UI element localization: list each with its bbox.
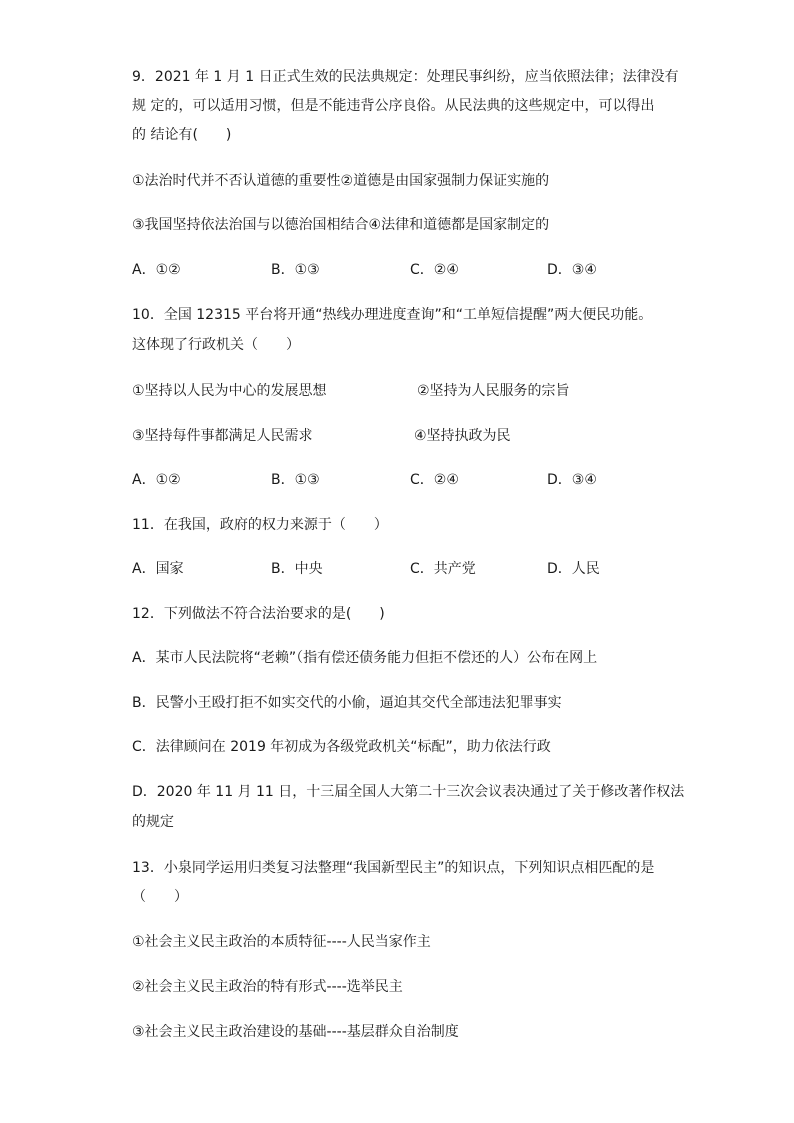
question-12-option-d[interactable]: D．2020 年 11 月 11 日，十三届全国人大第二十三次会议表决通过了关于修改著作权法 (132, 784, 685, 800)
question-9-line-3: 的 结论有( ) (132, 127, 232, 143)
question-9-statement-2: ③我国坚持依法治国与以德治国相结合④法律和道德都是国家制定的 (132, 217, 550, 233)
question-9-line-2: 规 定的，可以适用习惯，但是不能违背公序良俗。从民法典的这些规定中，可以得出 (132, 98, 655, 114)
question-12-option-b[interactable]: B．民警小王殴打拒不如实交代的小偷，逼迫其交代全部违法犯罪事实 (132, 695, 562, 711)
question-11-option-c[interactable]: C．共产党 (410, 561, 476, 577)
question-13-statement-3: ③社会主义民主政治建设的基础----基层群众自治制度 (132, 1024, 459, 1040)
question-10-option-d[interactable]: D．③④ (547, 472, 597, 488)
question-10-statement-3: ③坚持每件事都满足人民需求 (132, 428, 313, 444)
question-11-option-b[interactable]: B．中央 (271, 561, 323, 577)
question-12-option-d-cont: 的规定 (132, 814, 174, 830)
question-11-option-d[interactable]: D．人民 (547, 561, 600, 577)
question-13-line-2: （ ） (132, 889, 188, 905)
question-9-option-c[interactable]: C．②④ (410, 262, 459, 278)
question-9-statement-1: ①法治时代并不否认道德的重要性②道德是由国家强制力保证实施的 (132, 173, 550, 189)
question-10-line-1: 10．全国 12315 平台将开通“热线办理进度查询”和“工单短信提醒”两大便民功能。 (132, 307, 653, 323)
question-12-line-1: 12．下列做法不符合法治要求的是( ) (132, 606, 385, 622)
question-13-line-1: 13．小泉同学运用归类复习法整理“我国新型民主”的知识点，下列知识点相匹配的是 (132, 860, 655, 876)
question-11-line-1: 11．在我国，政府的权力来源于（ ） (132, 517, 388, 533)
question-9-option-a[interactable]: A．①② (132, 262, 181, 278)
question-10-statement-4: ④坚持执政为民 (414, 428, 511, 444)
question-9-option-d[interactable]: D．③④ (547, 262, 597, 278)
question-10-option-b[interactable]: B．①③ (271, 472, 320, 488)
question-10-statement-1: ①坚持以人民为中心的发展思想 (132, 383, 327, 399)
question-10-option-a[interactable]: A．①② (132, 472, 181, 488)
question-13-statement-2: ②社会主义民主政治的特有形式----选举民主 (132, 979, 403, 995)
question-12-option-a[interactable]: A．某市人民法院将“老赖”（指有偿还债务能力但拒不偿还的人）公布在网上 (132, 650, 598, 666)
question-12-option-c[interactable]: C．法律顾问在 2019 年初成为各级党政机关“标配”，助力依法行政 (132, 739, 551, 755)
question-10-line-2: 这体现了行政机关（ ） (132, 337, 300, 353)
question-13-statement-1: ①社会主义民主政治的本质特征----人民当家作主 (132, 934, 431, 950)
question-9-option-b[interactable]: B．①③ (271, 262, 320, 278)
question-11-option-a[interactable]: A．国家 (132, 561, 184, 577)
question-10-option-c[interactable]: C．②④ (410, 472, 459, 488)
question-10-statement-2: ②坚持为人民服务的宗旨 (417, 383, 570, 399)
question-9-line-1: 9．2021 年 1 月 1 日正式生效的民法典规定：处理民事纠纷，应当依照法律；法律没有 (132, 69, 679, 85)
